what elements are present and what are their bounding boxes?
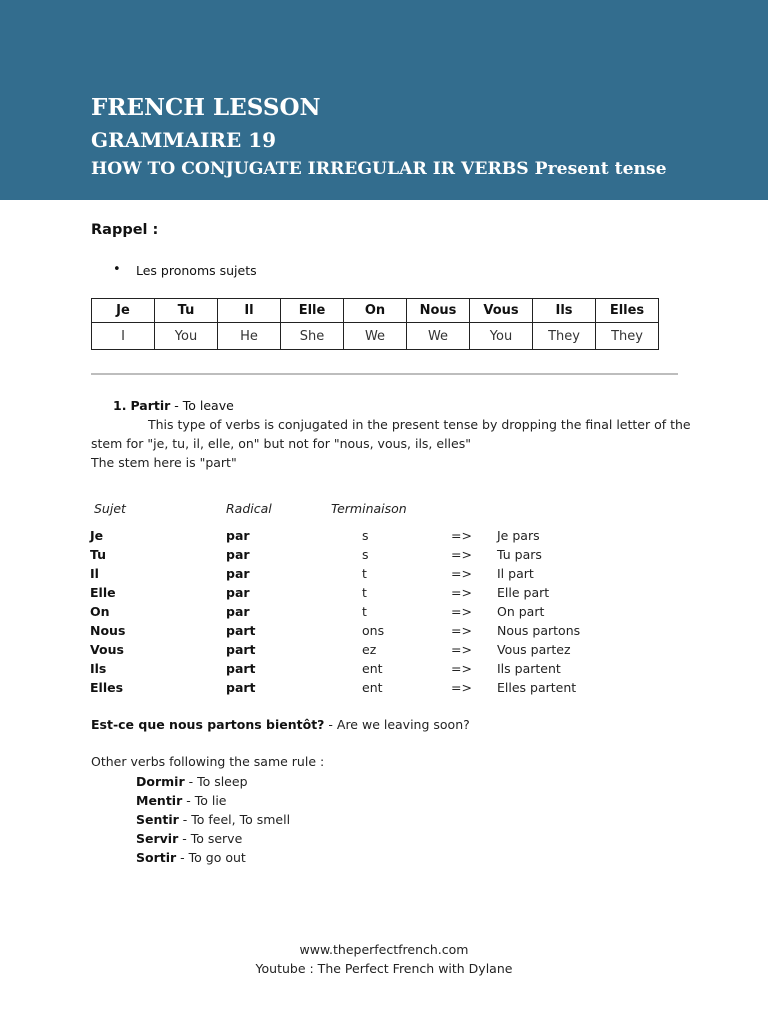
- conj-result: Elles partent: [497, 680, 577, 695]
- conj-radical: part: [226, 661, 256, 676]
- other-verb-item: [136, 793, 226, 808]
- conj-result: Je pars: [497, 528, 540, 543]
- conjugation-row: [0, 566, 768, 585]
- translation-cell: You: [155, 323, 218, 350]
- pronoun-cell: On: [344, 299, 407, 323]
- lesson-subtitle: GRAMMAIRE 19: [91, 128, 277, 152]
- other-verb: Sortir: [136, 850, 177, 865]
- conj-result: Ils partent: [497, 661, 561, 676]
- conjugation-row: [0, 642, 768, 661]
- conj-radical: par: [226, 585, 250, 600]
- other-verb: Dormir: [136, 774, 185, 789]
- other-verb-item: [136, 774, 248, 789]
- other-verb-meaning: - To serve: [178, 831, 243, 846]
- rappel-heading: Rappel :: [91, 222, 159, 238]
- footer-youtube: Youtube : The Perfect French with Dylane: [255, 961, 513, 976]
- pronoun-row-english: [92, 323, 659, 350]
- pronoun-row-french: [92, 299, 659, 323]
- translation-cell: They: [596, 323, 659, 350]
- other-verb-meaning: - To go out: [176, 850, 246, 865]
- conj-radical: par: [226, 566, 250, 581]
- header-banner: [0, 0, 768, 200]
- conj-sujet: Vous: [90, 642, 124, 657]
- other-verb-meaning: - To feel, To smell: [178, 812, 291, 827]
- bullet-text: Les pronoms sujets: [136, 263, 257, 278]
- pronoun-cell: Il: [218, 299, 281, 323]
- conj-arrow: =>: [451, 585, 472, 600]
- translation-cell: We: [344, 323, 407, 350]
- conjugation-row: [0, 661, 768, 680]
- conj-sujet: On: [90, 604, 110, 619]
- example-translation: - Are we leaving soon?: [324, 717, 470, 732]
- translation-cell: I: [92, 323, 155, 350]
- translation-cell: They: [533, 323, 596, 350]
- pronoun-cell: Tu: [155, 299, 218, 323]
- pronoun-table: [91, 298, 659, 350]
- conj-sujet: Il: [90, 566, 99, 581]
- footer-website: www.theperfectfrench.com: [299, 942, 469, 957]
- example-question: Est-ce que nous partons bientôt?: [91, 717, 325, 732]
- conjugation-row: [0, 604, 768, 623]
- description-line: The stem here is "part": [91, 455, 237, 470]
- conj-sujet: Je: [90, 528, 104, 543]
- conj-terminaison: ez: [362, 642, 377, 657]
- translation-cell: She: [281, 323, 344, 350]
- conj-terminaison: ent: [362, 661, 383, 676]
- conj-result: Tu pars: [497, 547, 542, 562]
- conj-arrow: =>: [451, 604, 472, 619]
- conj-sujet: Elle: [90, 585, 116, 600]
- conjugation-row: [0, 680, 768, 699]
- conj-result: Il part: [497, 566, 534, 581]
- conj-arrow: =>: [451, 661, 472, 676]
- conj-terminaison: ent: [362, 680, 383, 695]
- other-verb: Servir: [136, 831, 179, 846]
- pronoun-cell: Elles: [596, 299, 659, 323]
- conj-terminaison: ons: [362, 623, 385, 638]
- conj-arrow: =>: [451, 547, 472, 562]
- other-verb-item: [136, 831, 242, 846]
- conj-terminaison: t: [362, 604, 367, 619]
- conjugation-row: [0, 623, 768, 642]
- conj-radical: par: [226, 528, 250, 543]
- conj-arrow: =>: [451, 528, 472, 543]
- conj-radical: par: [226, 604, 250, 619]
- column-header-radical: Radical: [226, 501, 272, 516]
- column-header-terminaison: Terminaison: [331, 501, 407, 516]
- conj-radical: par: [226, 547, 250, 562]
- pronoun-cell: Ils: [533, 299, 596, 323]
- conj-arrow: =>: [451, 623, 472, 638]
- conj-arrow: =>: [451, 566, 472, 581]
- conj-terminaison: t: [362, 566, 367, 581]
- conj-result: Nous partons: [497, 623, 581, 638]
- conj-result: On part: [497, 604, 545, 619]
- conj-sujet: Nous: [90, 623, 126, 638]
- column-header-sujet: Sujet: [94, 501, 126, 516]
- other-verb-meaning: - To sleep: [184, 774, 248, 789]
- conj-result: Elle part: [497, 585, 550, 600]
- conj-sujet: Tu: [90, 547, 107, 562]
- other-verb: Mentir: [136, 793, 183, 808]
- pronoun-cell: Vous: [470, 299, 533, 323]
- other-verb-meaning: - To lie: [182, 793, 227, 808]
- conj-sujet: Ils: [90, 661, 107, 676]
- bullet-dot: •: [113, 262, 121, 277]
- conj-radical: part: [226, 680, 256, 695]
- section-title: [113, 398, 234, 413]
- conjugation-row: [0, 528, 768, 547]
- pronoun-cell: Je: [92, 299, 155, 323]
- other-verbs-intro: Other verbs following the same rule :: [91, 754, 325, 769]
- section-verb: Partir: [130, 398, 171, 413]
- conj-arrow: =>: [451, 680, 472, 695]
- conj-arrow: =>: [451, 642, 472, 657]
- conj-terminaison: t: [362, 585, 367, 600]
- section-number: 1.: [113, 398, 127, 413]
- example-sentence: [91, 717, 470, 732]
- conj-radical: part: [226, 642, 256, 657]
- translation-cell: You: [470, 323, 533, 350]
- lesson-topic: HOW TO CONJUGATE IRREGULAR IR VERBS Present tense: [91, 159, 667, 179]
- conj-result: Vous partez: [497, 642, 571, 657]
- conj-terminaison: s: [362, 547, 369, 562]
- conj-sujet: Elles: [90, 680, 124, 695]
- other-verb-item: [136, 812, 290, 827]
- section-divider: [91, 373, 678, 375]
- other-verb: Sentir: [136, 812, 179, 827]
- translation-cell: We: [407, 323, 470, 350]
- pronoun-cell: Elle: [281, 299, 344, 323]
- description-line: This type of verbs is conjugated in the present tense by dropping the final letter of the: [148, 417, 691, 432]
- conjugation-row: [0, 547, 768, 566]
- pronoun-cell: Nous: [407, 299, 470, 323]
- section-translation: - To leave: [170, 398, 234, 413]
- lesson-title: FRENCH LESSON: [91, 94, 321, 121]
- other-verb-item: [136, 850, 246, 865]
- conj-terminaison: s: [362, 528, 369, 543]
- translation-cell: He: [218, 323, 281, 350]
- description-line: stem for "je, tu, il, elle, on" but not for "nous, vous, ils, elles": [91, 436, 471, 451]
- conjugation-row: [0, 585, 768, 604]
- conj-radical: part: [226, 623, 256, 638]
